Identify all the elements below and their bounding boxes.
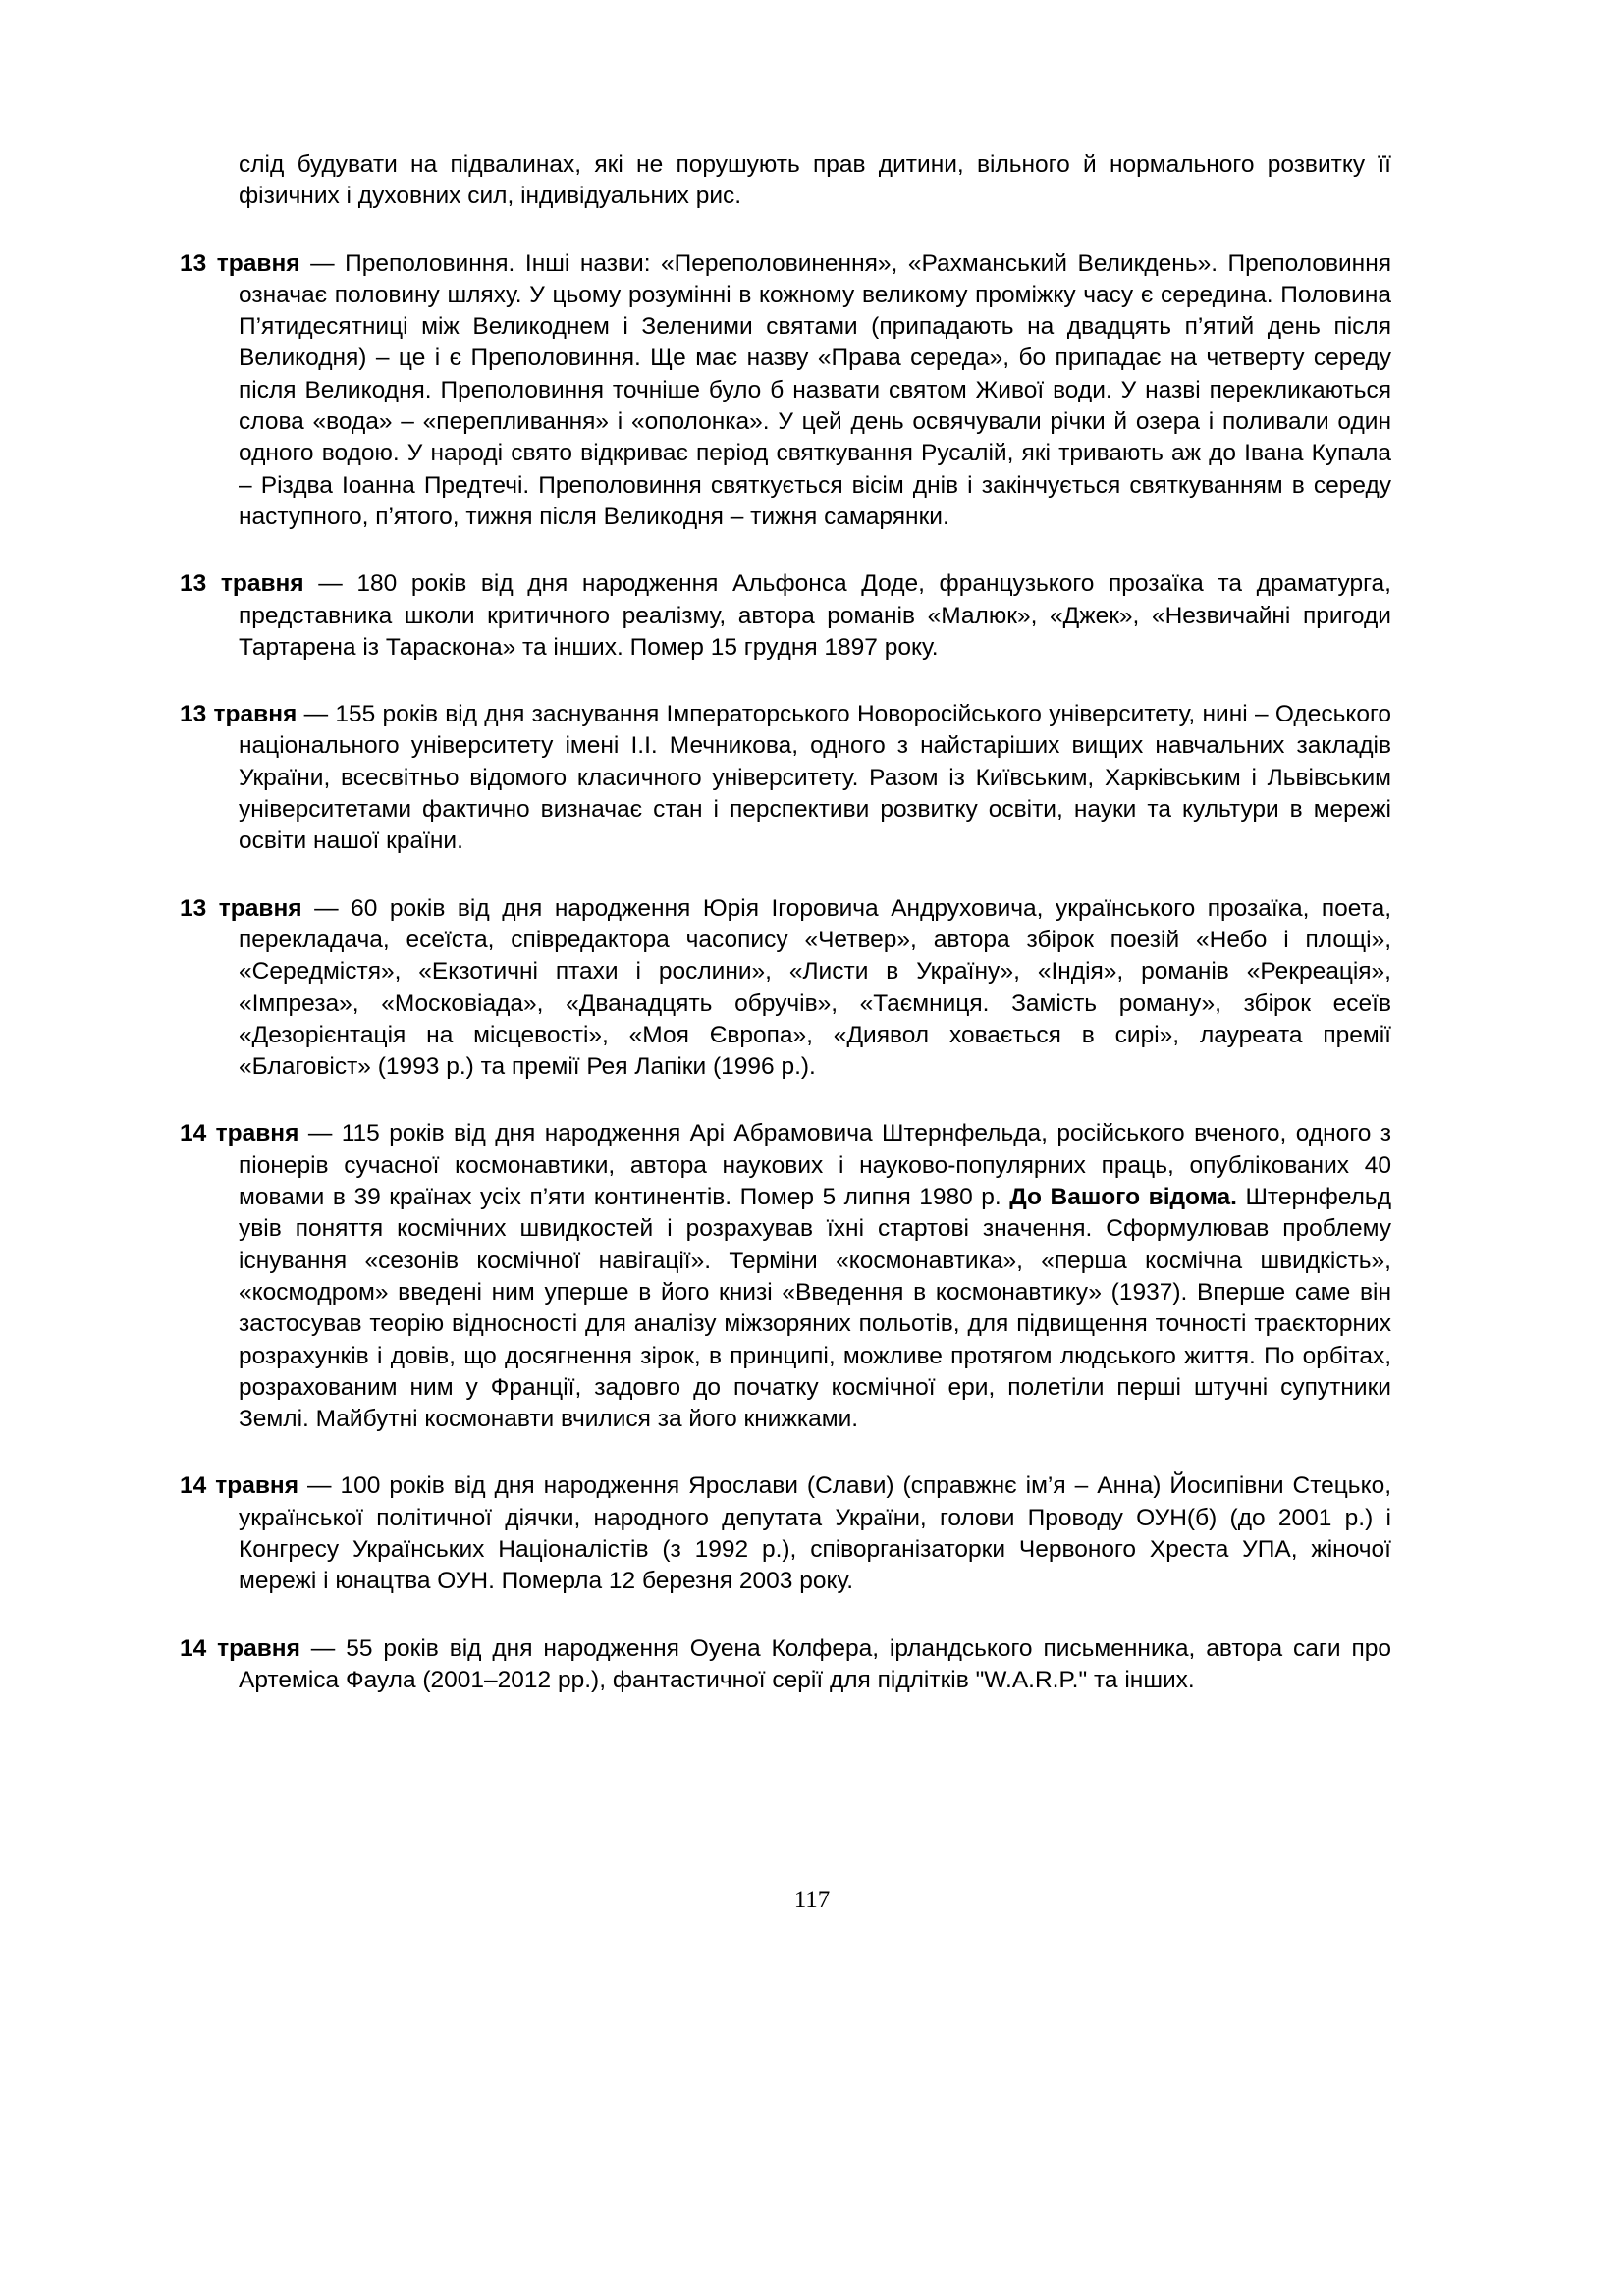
continuation-paragraph: слід будувати на підвалинах, які не порушують прав дитини, вільного й нормального розвитку її фізичних і духовних сил, індивідуальних рис. <box>239 151 1391 210</box>
entry-text: — Преполовиння. Інші назви: «Переполовинення», «Рахманський Великдень». Преполовиння означає половину шляху. У цьому розумінні в кожному великому проміжку часу є середина. Половина П’ятидесятниці між Великоднем і Зеленими святами (припадають на двадцять п’ятий день після Великодня) – це і є Преполовиння. Ще має назву «Права середа», бо припадає на четверту середу після Великодня. Преполовиння точніше було б назвати святом Живої води. У назві перекликаються слова «вода» – «перепливання» і «ополонка». У цей день освячували річки й озера і поливали один одного водою. У народі свято відкриває період святкування Русалій, які тривають аж до Івана Купала – Різдва Іоанна Предтечі. Преполовиння святкується вісім днів і закінчується святкуванням в середу наступного, п’ятого, тижня після Великодня – тижня самарянки. <box>239 249 1391 530</box>
calendar-entry <box>180 893 1391 1084</box>
entry-date: 14 травня <box>180 1472 298 1500</box>
entry-text: — 100 років від дня народження Ярослави (Слави) (справжнє ім’я – Анна) Йосипівни Стецько, української політичної діячки, народного депутата України, голови Проводу ОУН(б) (до 2001 р.) і Конгресу Українських Націоналістів (з 1992 р.), співорганізаторки Червоного Хреста УПА, жіночої мережі і юнацтва ОУН. Померла 12 березня 2003 року. <box>239 1472 1391 1595</box>
entry-text: — 180 років від дня народження Альфонса Доде, французького прозаїка та драматурга, представника школи критичного реалізму, автора романів «Малюк», «Джек», «Незвичайні пригоди Тартарена із Тараскона» та інших. Помер 15 грудня 1897 року. <box>239 570 1391 661</box>
calendar-entry <box>180 1633 1391 1697</box>
page-content <box>180 149 1391 1732</box>
entry-date: 14 травня <box>180 1634 300 1662</box>
calendar-entry <box>180 1470 1391 1597</box>
entry-date: 13 травня <box>180 894 302 922</box>
entry-text: — 60 років від дня народження Юрія Ігоровича Андруховича, українського прозаїка, поета, перекладача, есеїста, співредактора часопису «Четвер», автора збірок поезій «Небо і площі», «Середмістя», «Екзотичні птахи і рослини», «Листи в Україну», «Індія», романів «Рекреація», «Імпреза», «Московіада», «Дванадцять обручів», «Таємниця. Замість роману», збірок есеїв «Дезорієнтація на місцевості», «Моя Європа», «Диявол ховається в сирі», лауреата премії «Благовіст» (1993 р.) та премії Рея Лапіки (1996 р.). <box>239 894 1391 1081</box>
calendar-entry <box>180 1118 1391 1435</box>
calendar-entry <box>180 248 1391 534</box>
entry-date: 14 травня <box>180 1120 299 1148</box>
page-number: 117 <box>793 1887 831 1913</box>
entry-text: — 155 років від дня заснування Імператорського Новоросійського університету, нині – Одеського національного університету імені І.І. Мечникова, одного з найстаріших вищих навчальних закладів України, всесвітньо відомого класичного університету. Разом із Київським, Харківським і Львівським університетами фактично визначає стан і перспективи розвитку освіти, науки та культури в мережі освіти нашої країни. <box>239 701 1391 855</box>
entry-date: 13 травня <box>180 701 298 728</box>
did-you-know-label: До Вашого відома. <box>1009 1184 1237 1211</box>
calendar-entry <box>180 568 1391 664</box>
entry-date: 13 травня <box>180 570 304 598</box>
entry-text: — 115 років від дня народження Арі Абрамовича Штернфельда, російського вченого, одного з піонерів сучасної космонавтики, автора наукових і науково-популярних праць, опублікованих 40 мовами в 39 країнах усіх п’яти континентів. Помер 5 липня 1980 р. <box>239 1120 1391 1211</box>
entry-date: 13 травня <box>180 249 300 277</box>
calendar-entry <box>180 699 1391 857</box>
entry-text: — 55 років від дня народження Оуена Колфера, ірландського письменника, автора саги про Артеміса Фаула (2001–2012 рр.), фантастичної серії для підлітків "W.A.R.P." та інших. <box>239 1634 1391 1693</box>
entry-text-continued: Штернфельд увів поняття космічних швидкостей і розрахував їхні стартові значення. Сформулював проблему існування «сезонів космічної навігації». Терміни «космонавтика», «перша космічна швидкість», «космодром» введені ним уперше в його книзі «Введення в космонавтику» (1937). Вперше саме він застосував теорію відносності для аналізу міжзоряних польотів, для підвищення точності траєкторних розрахунків і довів, що досягнення зірок, в принципі, можливе протягом людського життя. По орбітах, розрахованим ним у Франції, задовго до початку космічної ери, полетіли перші штучні супутники Землі. Майбутні космонавти вчилися за його книжками. <box>239 1184 1391 1433</box>
